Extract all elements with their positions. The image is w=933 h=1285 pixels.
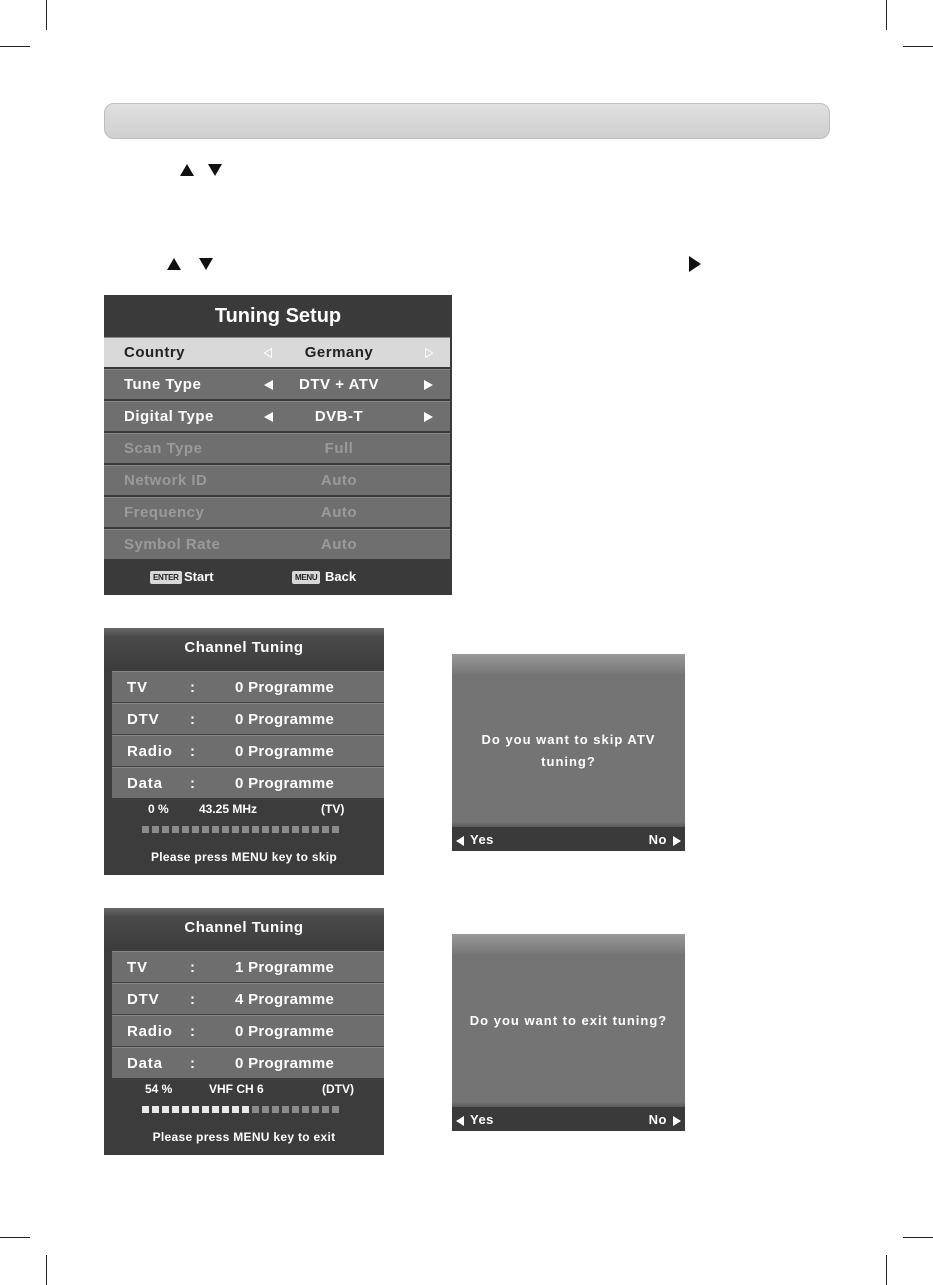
- programme-count: 4 Programme: [235, 991, 335, 1008]
- row-value: Germany: [304, 344, 374, 361]
- progress-segment: [172, 1106, 179, 1113]
- left-arrow-icon[interactable]: [264, 348, 272, 358]
- exit-tuning-dialog: [452, 934, 685, 1131]
- channel-tuning-panel: [104, 908, 384, 1155]
- progress-percent: 54 %: [145, 1082, 173, 1096]
- progress-segment: [332, 1106, 339, 1113]
- dialog-button-bar: [452, 827, 685, 851]
- menu-row-scan-type: [104, 433, 450, 463]
- row-label: Frequency: [124, 504, 205, 521]
- menu-title: Tuning Setup: [214, 305, 342, 327]
- skip-hint: Please press MENU key to skip: [150, 850, 338, 864]
- down-arrow-icon: [199, 258, 213, 270]
- progress-segment: [192, 826, 199, 833]
- channel-type: Radio: [127, 1023, 173, 1040]
- right-arrow-icon: [673, 1116, 681, 1126]
- row-label: Tune Type: [124, 376, 202, 393]
- progress-segment: [172, 826, 179, 833]
- separator: :: [190, 711, 195, 728]
- list-item: [112, 671, 384, 702]
- progress-segment: [332, 826, 339, 833]
- programme-count: 0 Programme: [235, 775, 335, 792]
- up-arrow-icon: [167, 258, 181, 270]
- crop-mark: [886, 0, 887, 30]
- right-arrow-icon[interactable]: [425, 348, 433, 358]
- row-value: Auto: [320, 536, 358, 553]
- separator: :: [190, 1055, 195, 1072]
- row-value: DVB-T: [314, 408, 364, 425]
- progress-bar: [142, 826, 339, 833]
- programme-count: 0 Programme: [235, 1055, 335, 1072]
- channel-type: Data: [127, 1055, 163, 1072]
- start-label[interactable]: Start: [184, 569, 214, 584]
- exit-hint: Please press MENU key to exit: [152, 1130, 336, 1144]
- progress-segment: [182, 1106, 189, 1113]
- programme-count: 0 Programme: [235, 711, 335, 728]
- progress-segment: [292, 1106, 299, 1113]
- row-label: Scan Type: [124, 440, 203, 457]
- progress-segment: [272, 1106, 279, 1113]
- right-arrow-icon: [673, 836, 681, 846]
- progress-segment: [152, 826, 159, 833]
- yes-button[interactable]: Yes: [470, 832, 494, 847]
- channel-type: Data: [127, 775, 163, 792]
- yes-button[interactable]: Yes: [470, 1112, 494, 1127]
- up-arrow-icon: [180, 164, 194, 176]
- skip-atv-dialog: [452, 654, 685, 851]
- programme-count: 1 Programme: [235, 959, 335, 976]
- channel-tuning-panel: [104, 628, 384, 875]
- menu-row-network-id: [104, 465, 450, 495]
- progress-segment: [262, 826, 269, 833]
- tuning-mode: (TV): [321, 802, 345, 816]
- list-item: [112, 951, 384, 982]
- separator: :: [190, 679, 195, 696]
- crop-mark: [886, 1255, 887, 1285]
- progress-segment: [312, 1106, 319, 1113]
- progress-segment: [322, 826, 329, 833]
- progress-segment: [252, 826, 259, 833]
- no-button[interactable]: No: [648, 1112, 667, 1127]
- no-button[interactable]: No: [648, 832, 667, 847]
- dialog-button-bar: [452, 1107, 685, 1131]
- menu-row-tune-type[interactable]: [104, 369, 450, 399]
- separator: :: [190, 775, 195, 792]
- crop-mark: [46, 0, 47, 30]
- dialog-message: Do you want to exit tuning?: [469, 1013, 668, 1028]
- panel-title: Channel Tuning: [104, 908, 384, 950]
- row-value: Auto: [320, 504, 358, 521]
- progress-segment: [182, 826, 189, 833]
- list-item: [112, 735, 384, 766]
- menu-row-country[interactable]: [104, 337, 450, 367]
- dialog-message-line-2: tuning?: [541, 754, 596, 769]
- row-label: Digital Type: [124, 408, 214, 425]
- channel-type: DTV: [127, 711, 160, 728]
- progress-segment: [322, 1106, 329, 1113]
- right-arrow-icon[interactable]: [424, 380, 433, 390]
- row-value: DTV + ATV: [299, 376, 379, 393]
- progress-segment: [212, 1106, 219, 1113]
- list-item: [112, 703, 384, 734]
- back-label[interactable]: Back: [325, 569, 357, 584]
- progress-segment: [222, 826, 229, 833]
- progress-segment: [302, 1106, 309, 1113]
- separator: :: [190, 959, 195, 976]
- list-item: [112, 1047, 384, 1078]
- list-item: [112, 1015, 384, 1046]
- programme-count: 0 Programme: [235, 679, 335, 696]
- progress-segment: [302, 826, 309, 833]
- channel-type: TV: [127, 679, 148, 696]
- row-value: Auto: [320, 472, 358, 489]
- progress-segment: [262, 1106, 269, 1113]
- progress-segment: [222, 1106, 229, 1113]
- menu-row-symbol-rate: [104, 529, 450, 559]
- progress-segment: [162, 826, 169, 833]
- list-item: [112, 983, 384, 1014]
- progress-segment: [142, 1106, 149, 1113]
- programme-count: 0 Programme: [235, 1023, 335, 1040]
- channel-type: TV: [127, 959, 148, 976]
- down-arrow-icon: [208, 164, 222, 176]
- menu-footer: [104, 561, 452, 595]
- progress-segment: [162, 1106, 169, 1113]
- crop-mark: [903, 1237, 933, 1238]
- progress-segment: [202, 826, 209, 833]
- progress-segment: [252, 1106, 259, 1113]
- menu-key-icon: MENU: [292, 571, 320, 584]
- row-value: Full: [324, 440, 354, 457]
- progress-segment: [242, 1106, 249, 1113]
- separator: :: [190, 743, 195, 760]
- progress-segment: [292, 826, 299, 833]
- progress-segment: [282, 826, 289, 833]
- left-arrow-icon[interactable]: [264, 380, 273, 390]
- menu-row-frequency: [104, 497, 450, 527]
- row-label: Symbol Rate: [124, 536, 221, 553]
- panel-title: Channel Tuning: [104, 628, 384, 670]
- progress-segment: [232, 826, 239, 833]
- progress-segment: [212, 826, 219, 833]
- programme-count: 0 Programme: [235, 743, 335, 760]
- progress-segment: [242, 826, 249, 833]
- dialog-top-bar: [452, 654, 685, 674]
- crop-mark: [46, 1255, 47, 1285]
- frequency-readout: VHF CH 6: [209, 1082, 264, 1096]
- channel-type: DTV: [127, 991, 160, 1008]
- left-arrow-icon[interactable]: [264, 412, 273, 422]
- crop-mark: [903, 46, 933, 47]
- tuning-setup-menu: [104, 295, 452, 595]
- left-arrow-icon: [456, 1116, 464, 1126]
- right-arrow-icon: [689, 256, 701, 272]
- progress-percent: 0 %: [148, 802, 169, 816]
- tuning-mode: (DTV): [322, 1082, 354, 1096]
- left-arrow-icon: [456, 836, 464, 846]
- crop-mark: [0, 46, 30, 47]
- progress-segment: [142, 826, 149, 833]
- enter-key-icon: ENTER: [150, 571, 182, 584]
- progress-segment: [272, 826, 279, 833]
- right-arrow-icon[interactable]: [424, 412, 433, 422]
- frequency-readout: 43.25 MHz: [199, 802, 258, 816]
- progress-segment: [232, 1106, 239, 1113]
- section-header-bar: [104, 103, 830, 139]
- progress-segment: [202, 1106, 209, 1113]
- progress-segment: [312, 826, 319, 833]
- separator: :: [190, 991, 195, 1008]
- menu-row-digital-type[interactable]: [104, 401, 450, 431]
- dialog-top-bar: [452, 934, 685, 954]
- dialog-message-line-1: Do you want to skip ATV: [481, 732, 656, 747]
- separator: :: [190, 1023, 195, 1040]
- progress-segment: [192, 1106, 199, 1113]
- progress-segment: [282, 1106, 289, 1113]
- list-item: [112, 767, 384, 798]
- progress-bar: [142, 1106, 339, 1113]
- channel-type: Radio: [127, 743, 173, 760]
- row-label: Network ID: [124, 472, 208, 489]
- row-label: Country: [124, 344, 185, 361]
- crop-mark: [0, 1237, 30, 1238]
- progress-segment: [152, 1106, 159, 1113]
